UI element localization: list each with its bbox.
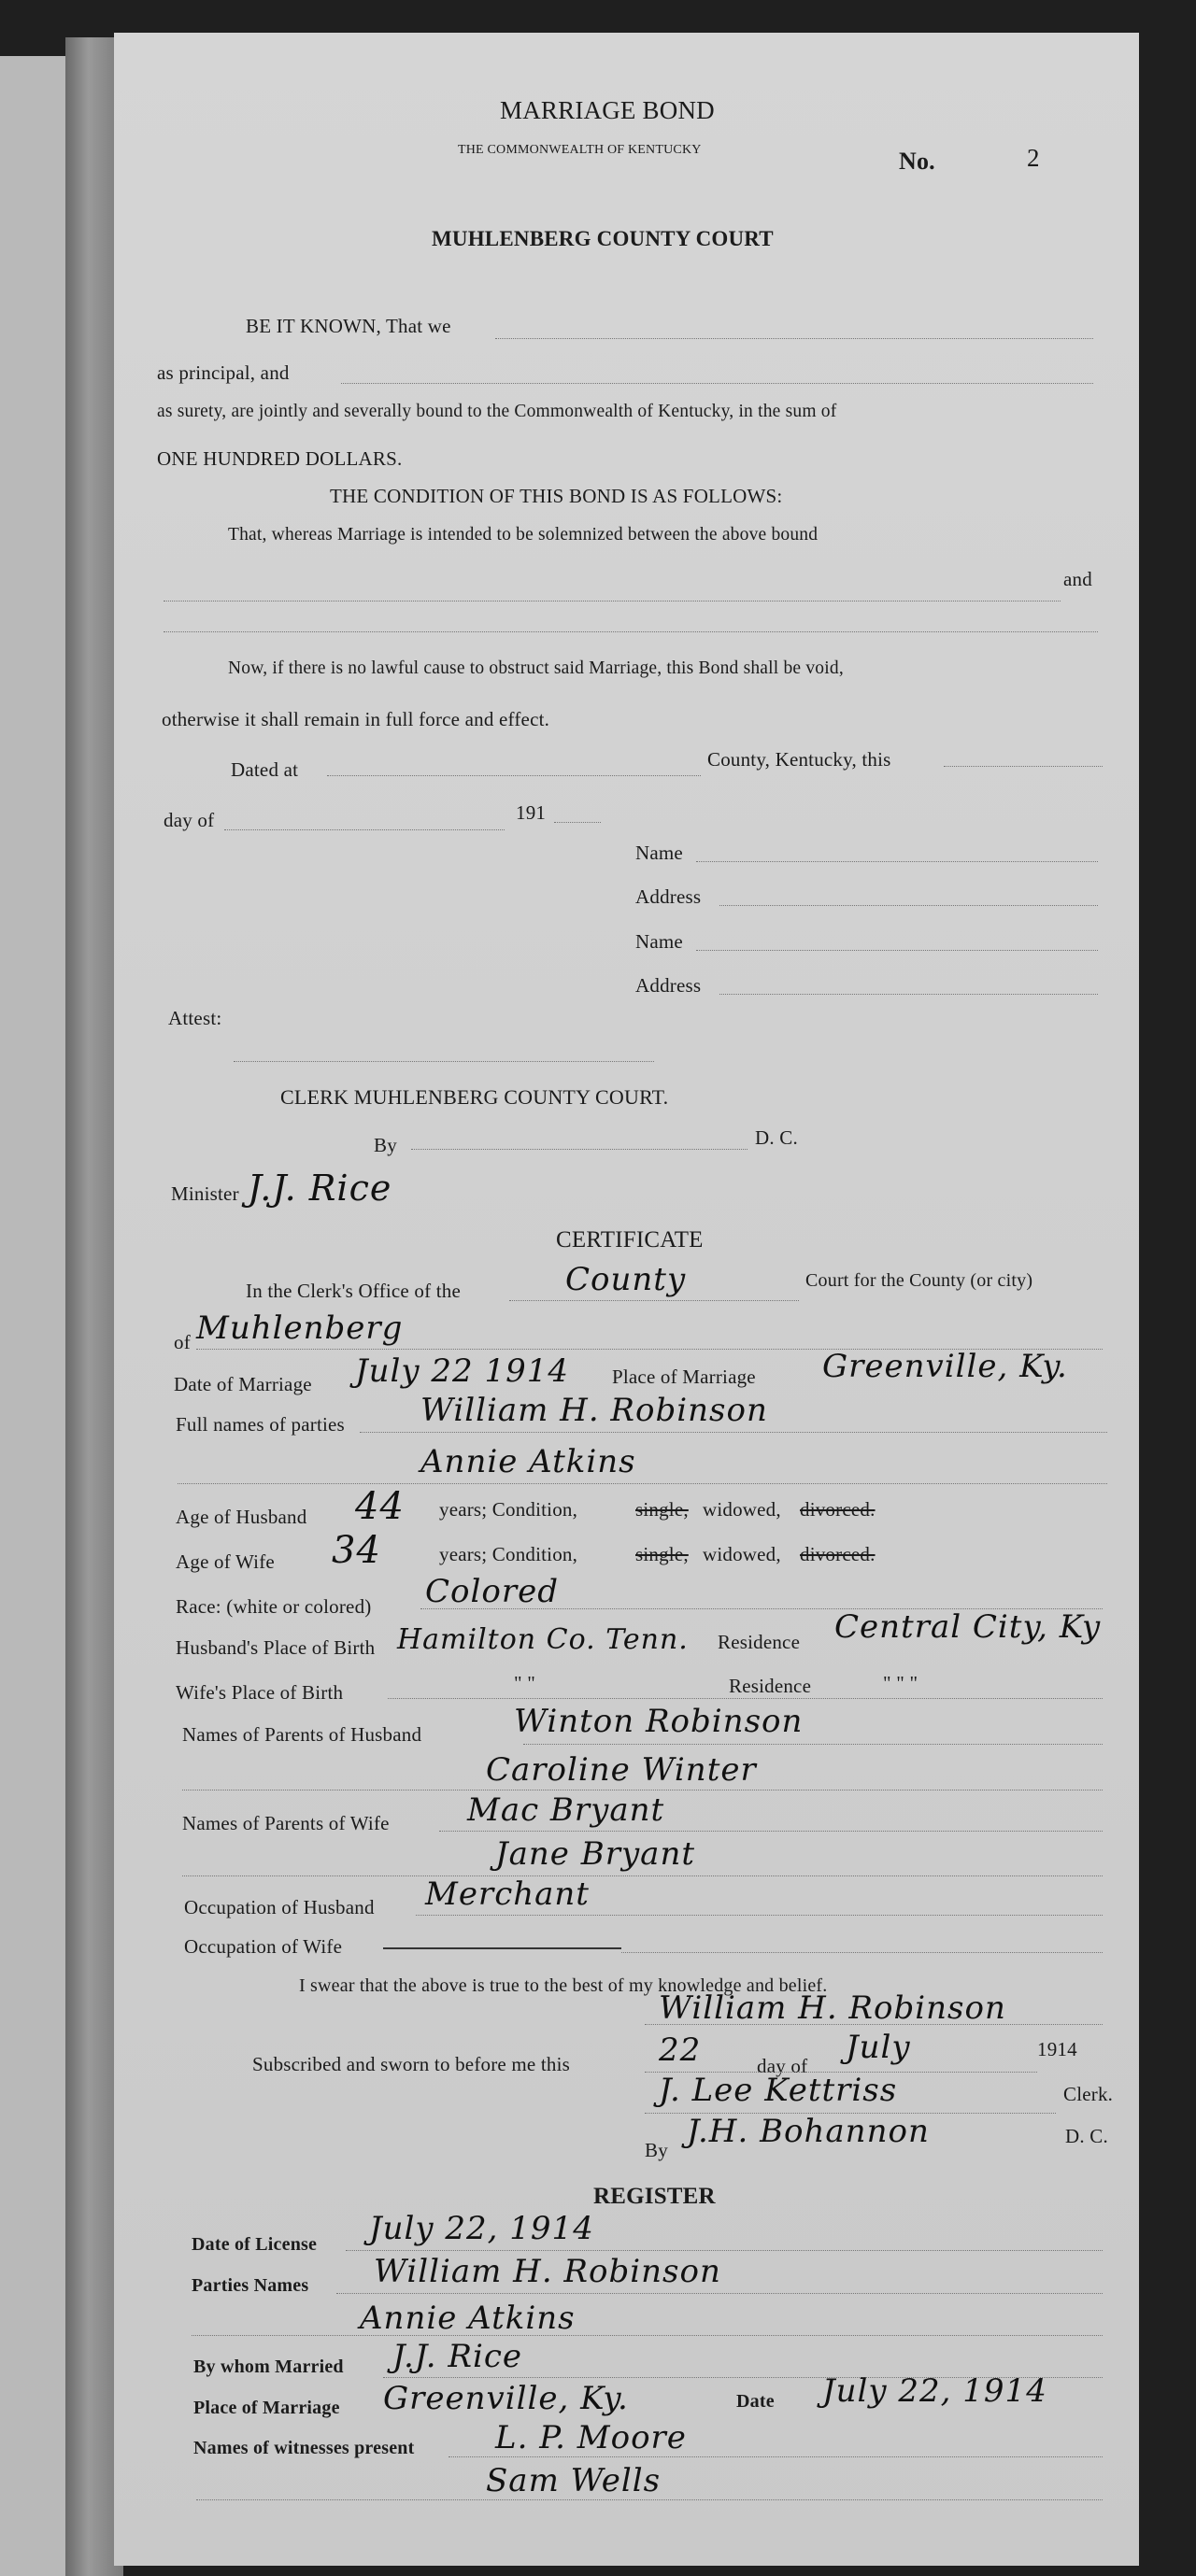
- of-value: Muhlenberg: [196, 1309, 404, 1347]
- as-principal: as principal, and: [157, 361, 290, 384]
- register-place-label: Place of Marriage: [193, 2398, 340, 2418]
- deputy-dc-label: D. C.: [1065, 2125, 1108, 2147]
- bond-amount: ONE HUNDRED DOLLARS.: [157, 447, 403, 470]
- form-title: MARRIAGE BOND: [500, 96, 715, 124]
- occupation-husband-label: Occupation of Husband: [184, 1896, 375, 1918]
- date-of-marriage-label: Date of Marriage: [174, 1373, 312, 1395]
- race-label: Race: (white or colored): [176, 1595, 372, 1618]
- swear-statement: I swear that the above is true to the best of my knowledge and belief.: [299, 1975, 828, 1996]
- court-for-county: Court for the County (or city): [805, 1270, 1033, 1291]
- subscribed-month: July: [846, 2029, 911, 2066]
- married-by-label: By whom Married: [193, 2357, 344, 2377]
- widowed-2: widowed,: [703, 1543, 781, 1565]
- subscribed-day: 22: [659, 2031, 702, 2069]
- subscribed-day-of: day of: [757, 2055, 808, 2077]
- years-condition-1: years; Condition,: [439, 1498, 578, 1521]
- clerk-signature: J. Lee Kettriss: [659, 2072, 898, 2109]
- register-party-1: William H. Robinson: [374, 2253, 721, 2290]
- minister-label: Minister: [171, 1182, 239, 1205]
- place-of-marriage-label: Place of Marriage: [612, 1366, 756, 1388]
- married-by-value: J.J. Rice: [392, 2338, 523, 2375]
- register-date-value: July 22, 1914: [822, 2372, 1047, 2410]
- occupation-husband-value: Merchant: [425, 1875, 590, 1913]
- surety-text: as surety, are jointly and severally bound to the Commonwealth of Kentucky, in the sum of: [157, 402, 837, 421]
- husband-birth-value: Hamilton Co. Tenn.: [397, 1623, 689, 1656]
- day-of: day of: [164, 809, 215, 831]
- age-husband-label: Age of Husband: [176, 1506, 307, 1528]
- occupation-wife-label: Occupation of Wife: [184, 1935, 343, 1958]
- certificate-heading: CERTIFICATE: [556, 1227, 704, 1253]
- age-wife-value: 34: [332, 1529, 381, 1572]
- place-of-marriage-value: Greenville, Ky.: [822, 1348, 1068, 1385]
- subscribed-label: Subscribed and sworn to before me this: [252, 2053, 571, 2075]
- husband-residence-label: Residence: [718, 1631, 801, 1653]
- parents-wife-label: Names of Parents of Wife: [182, 1812, 390, 1834]
- subscribed-year: 1914: [1037, 2038, 1077, 2060]
- parent-husband-2: Caroline Winter: [486, 1751, 757, 1789]
- license-date-label: Date of License: [192, 2234, 318, 2255]
- minister-value: J.J. Rice: [248, 1168, 392, 1209]
- age-wife-label: Age of Wife: [176, 1550, 275, 1573]
- clerk-court-label: CLERK MUHLENBERG COUNTY COURT.: [280, 1085, 669, 1109]
- clerk-label: Clerk.: [1063, 2083, 1114, 2105]
- age-husband-value: 44: [355, 1485, 405, 1528]
- address-label-2: Address: [635, 974, 702, 997]
- that-whereas-text: That, whereas Marriage is intended to be solemnized between the above bound: [228, 525, 819, 545]
- wife-birth-label: Wife's Place of Birth: [176, 1681, 344, 1704]
- race-value: Colored: [425, 1573, 559, 1610]
- register-place-value: Greenville, Ky.: [383, 2380, 629, 2417]
- adjacent-page-edge: [0, 56, 65, 2576]
- wife-residence-value: " " ": [883, 1672, 918, 1694]
- year-prefix: 191: [516, 801, 547, 824]
- number-label: No.: [899, 148, 935, 175]
- husband-birth-label: Husband's Place of Birth: [176, 1636, 376, 1659]
- now-if-text: Now, if there is no lawful cause to obstruct said Marriage, this Bond shall be void,: [228, 658, 844, 678]
- name-label-1: Name: [635, 842, 683, 864]
- husband-signature: William H. Robinson: [659, 1989, 1006, 2027]
- parties-names-label: Parties Names: [192, 2275, 309, 2296]
- parent-husband-1: Winton Robinson: [514, 1703, 804, 1740]
- witnesses-label: Names of witnesses present: [193, 2438, 415, 2458]
- clerks-office-value: County: [565, 1261, 687, 1298]
- date-of-marriage-value: July 22 1914: [355, 1352, 570, 1390]
- condition-heading: THE CONDITION OF THIS BOND IS AS FOLLOWS:: [330, 485, 783, 507]
- full-names-label: Full names of parties: [176, 1413, 345, 1436]
- party-1-value: William H. Robinson: [420, 1392, 768, 1429]
- years-condition-2: years; Condition,: [439, 1543, 578, 1565]
- name-label-2: Name: [635, 930, 683, 953]
- husband-residence-value: Central City, Ky: [834, 1608, 1102, 1646]
- single-2: single,: [635, 1543, 689, 1565]
- form-subtitle: THE COMMONWEALTH OF KENTUCKY: [458, 143, 702, 157]
- dc-label: D. C.: [755, 1126, 798, 1149]
- parents-husband-label: Names of Parents of Husband: [182, 1723, 422, 1746]
- by-label: By: [374, 1134, 397, 1156]
- register-date-label: Date: [736, 2391, 775, 2412]
- dated-at: Dated at: [231, 758, 299, 781]
- and-word: and: [1063, 568, 1092, 590]
- county-kentucky-this: County, Kentucky, this: [707, 748, 891, 771]
- of-label: of: [174, 1331, 191, 1353]
- witness-2: Sam Wells: [486, 2462, 662, 2499]
- single-1: single,: [635, 1498, 689, 1521]
- register-heading: REGISTER: [593, 2184, 716, 2209]
- party-2-value: Annie Atkins: [420, 1443, 636, 1480]
- be-it-known: BE IT KNOWN, That we: [246, 315, 451, 337]
- license-date-value: July 22, 1914: [369, 2210, 594, 2247]
- divorced-2: divorced.: [800, 1543, 876, 1565]
- witness-1: L. P. Moore: [495, 2419, 687, 2456]
- number-value: 2: [1027, 144, 1040, 172]
- by-deputy-label: By: [645, 2139, 668, 2161]
- county-court-heading: MUHLENBERG COUNTY COURT: [432, 227, 774, 250]
- address-label-1: Address: [635, 885, 702, 908]
- wife-birth-value: " ": [514, 1672, 535, 1694]
- parent-wife-1: Mac Bryant: [467, 1791, 665, 1829]
- otherwise-text: otherwise it shall remain in full force and effect.: [162, 708, 550, 730]
- parent-wife-2: Jane Bryant: [495, 1835, 696, 1873]
- clerks-office-label: In the Clerk's Office of the: [246, 1280, 462, 1302]
- attest-label: Attest:: [168, 1007, 222, 1029]
- wife-residence-label: Residence: [729, 1675, 812, 1697]
- register-party-2: Annie Atkins: [360, 2300, 576, 2337]
- widowed-1: widowed,: [703, 1498, 781, 1521]
- divorced-1: divorced.: [800, 1498, 876, 1521]
- deputy-signature: J.H. Bohannon: [687, 2113, 930, 2150]
